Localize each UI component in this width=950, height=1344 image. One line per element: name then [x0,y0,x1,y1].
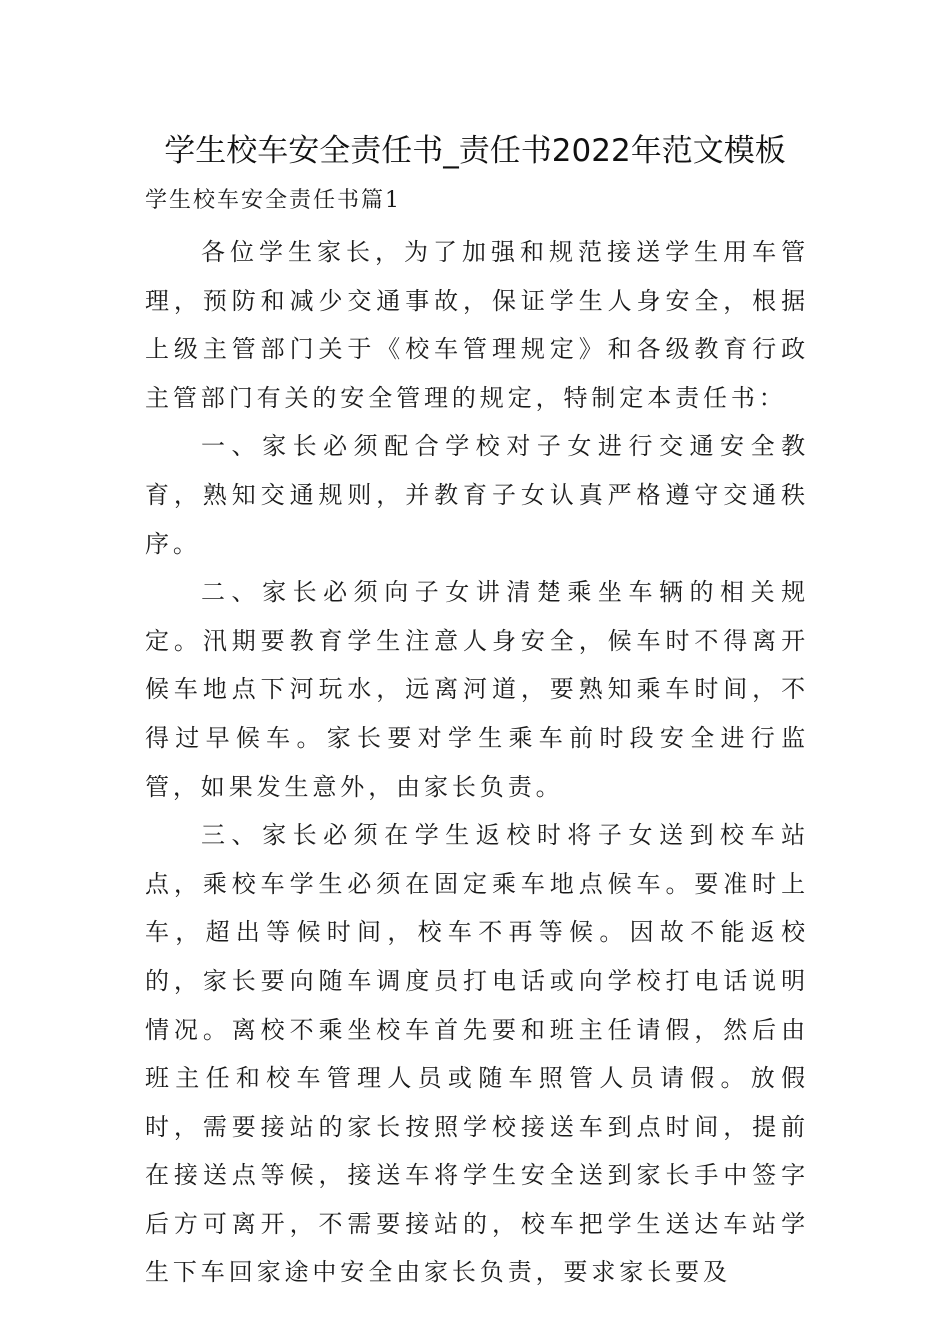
paragraph-item-1: 一、家长必须配合学校对子女进行交通安全教育，熟知交通规则，并教育子女认真严格遵守交通秩序。 [145,432,809,558]
document-title: 学生校车安全责任书_责任书2022年范文模板 [164,133,786,169]
paragraph-intro: 各位学生家长，为了加强和规范接送学生用车管理，预防和减少交通事故，保证学生人身安全，根据上级主管部门关于《校车管理规定》和各级教育行政主管部门有关的安全管理的规定，特制定本责任书： [145,238,809,412]
document-subtitle: 学生校车安全责任书篇1 [145,188,401,213]
document-body [145,228,809,1297]
paragraph-item-2: 二、家长必须向子女讲清楚乘坐车辆的相关规定。汛期要教育学生注意人身安全，候车时不得离开候车地点下河玩水，远离河道，要熟知乘车时间，不得过早候车。家长要对学生乘车前时段安全进行监管，如果发生意外，由家长负责。 [145,578,809,801]
paragraph-item-3: 三、家长必须在学生返校时将子女送到校车站点，乘校车学生必须在固定乘车地点候车。要准时上车，超出等候时间，校车不再等候。因故不能返校的，家长要向随车调度员打电话或向学校打电话说明情况。离校不乘坐校车首先要和班主任请假，然后由班主任和校车管理人员或随车照管人员请假。放假时，需要接站的家长按照学校接送车到点时间，提前在接送点等候，接送车将学生安全送到家长手中签字后方可离开，不需要接站的，校车把学生送达车站学生下车回家途中安全由家长负责，要求家长要及 [145,821,809,1287]
